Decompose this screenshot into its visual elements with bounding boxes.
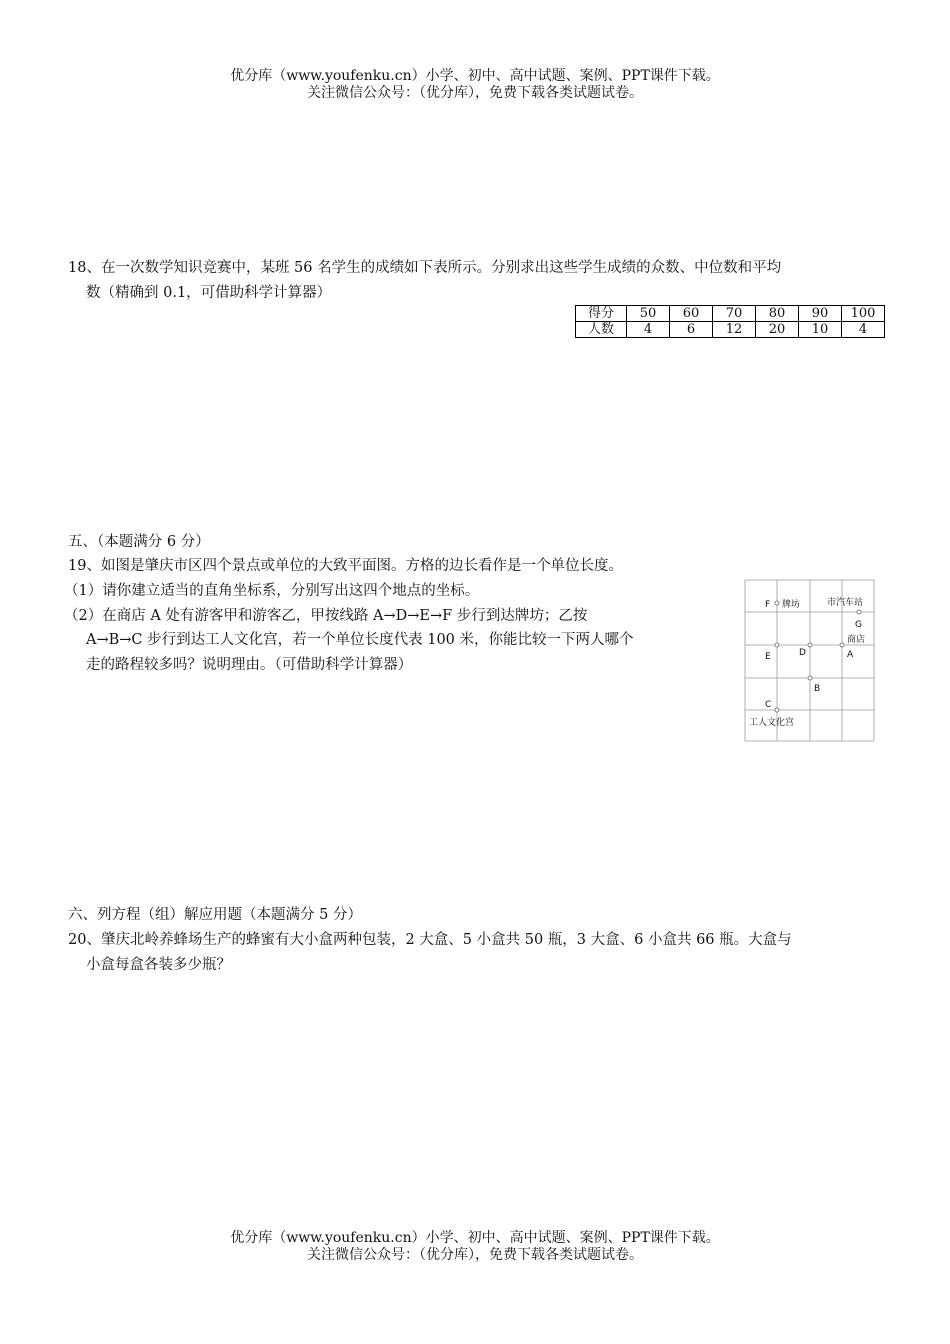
section-6-title: 六、列方程（组）解应用题（本题满分 5 分） [68,907,362,923]
table-cell: 50 [627,306,670,322]
point-g-marker [857,610,861,614]
table-cell: 60 [670,306,713,322]
table-cell: 4 [842,322,885,338]
question-19-part-2-line-2: A→B→C 步行到达工人文化宫，若一个单位长度代表 100 米，你能比较一下两人哪个 [86,632,634,648]
table-cell: 4 [627,322,670,338]
map-label-d: D [799,648,806,658]
header-line-2: 关注微信公众号：（优分库），免费下载各类试题试卷。 [307,85,643,101]
map-label-c: C [765,700,772,710]
table-cell: 20 [756,322,799,338]
table-row-label: 得分 [576,306,627,322]
city-map-diagram [744,579,876,743]
section-5-title: 五、（本题满分 6 分） [68,534,210,550]
map-label-g: G [855,620,862,630]
footer-line-2: 关注微信公众号：（优分库），免费下载各类试题试卷。 [307,1247,643,1263]
question-18-line-1: 18、在一次数学知识竞赛中，某班 56 名学生的成绩如下表所示。分别求出这些学生成绩的众数、中位数和平均 [68,260,782,276]
table-cell: 90 [799,306,842,322]
table-row [576,322,885,338]
table-cell: 12 [713,322,756,338]
page-header [0,68,950,102]
table-cell: 80 [756,306,799,322]
map-label-b: B [814,684,821,694]
map-label-station: 市汽车站 [827,598,864,608]
question-19-line: 19、如图是肇庆市区四个景点或单位的大致平面图。方格的边长看作是一个单位长度。 [68,558,623,574]
map-label-shop: 商店 [847,635,866,645]
map-grid [744,579,876,743]
map-label-palace: 工人文化宫 [749,718,795,728]
page-footer [0,1230,950,1264]
question-19-part-2-line-1: （2）在商店 A 处有游客甲和游客乙，甲按线路 A→D→E→F 步行到达牌坊；乙按 [64,608,588,624]
map-label-a: A [847,650,854,660]
point-f-marker [775,601,779,605]
table-cell: 10 [799,322,842,338]
table-row [576,306,885,322]
table-cell: 100 [842,306,885,322]
question-19-part-1: （1）请你建立适当的直角坐标系，分别写出这四个地点的坐标。 [64,583,480,599]
question-18-line-2: 数（精确到 0.1，可借助科学计算器） [86,285,332,301]
point-e-marker [775,643,779,647]
table-row-label: 人数 [576,322,627,338]
point-d-marker [808,643,812,647]
map-label-e: E [765,652,771,662]
header-line-1: 优分库（www.youfenku.cn）小学、初中、高中试题、案例、PPT课件下载。 [230,68,720,84]
map-label-f: F [765,600,771,610]
question-20-line-2: 小盒每盒各装多少瓶？ [86,957,231,973]
table-cell: 6 [670,322,713,338]
point-a-marker [840,643,844,647]
question-19-part-2-line-3: 走的路程较多吗？说明理由。（可借助科学计算器） [86,657,413,673]
map-label-paifang: 牌坊 [782,600,801,610]
question-20-line-1: 20、肇庆北岭养蜂场生产的蜂蜜有大小盒两种包装，2 大盒、5 小盒共 50 瓶，3 大盒、6 小盒共 66 瓶。大盒与 [68,932,792,948]
point-c-marker [775,708,779,712]
score-table [575,305,885,338]
point-b-marker [808,676,812,680]
footer-line-1: 优分库（www.youfenku.cn）小学、初中、高中试题、案例、PPT课件下载。 [230,1230,720,1246]
table-cell: 70 [713,306,756,322]
